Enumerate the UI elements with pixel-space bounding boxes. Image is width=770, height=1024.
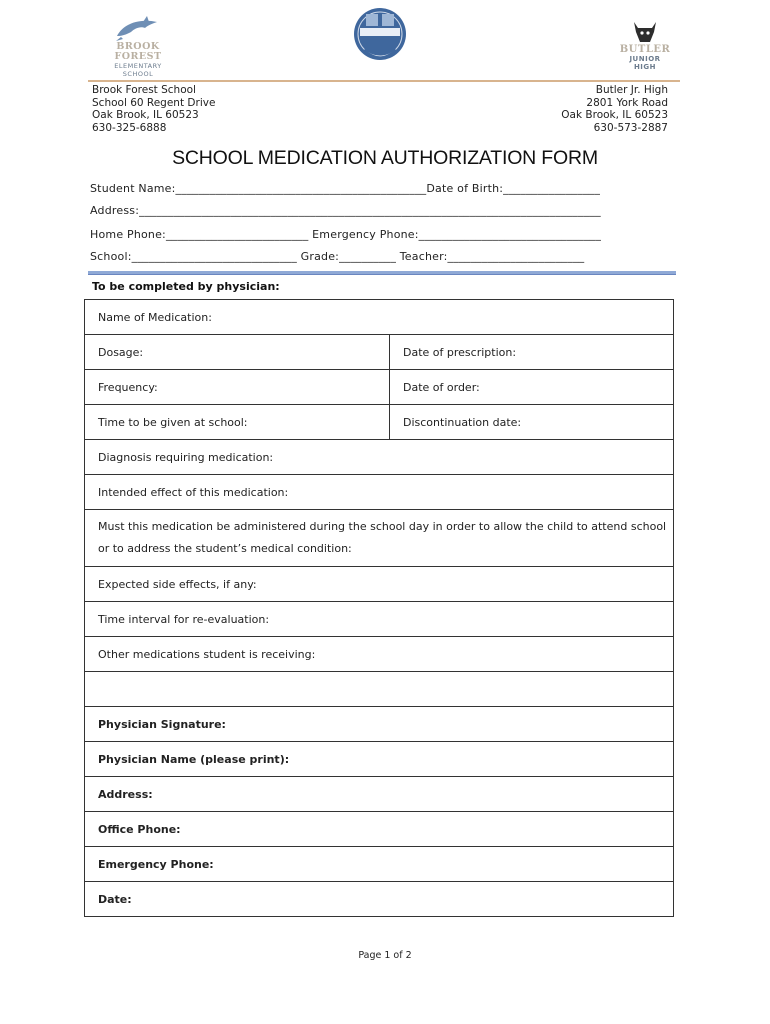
address-line: 630-325-6888 [92, 121, 167, 134]
section-divider [88, 271, 676, 275]
time-given-field[interactable]: Time to be given at school: [85, 405, 390, 440]
brook-forest-logo [92, 16, 184, 76]
school-line[interactable]: School:_____________________________ Grade:__________ Teacher:________________________ [90, 250, 585, 263]
right-logo-line1: BUTLER [619, 44, 671, 55]
frequency-field[interactable]: Frequency: [85, 370, 390, 405]
physician-name-field[interactable]: Physician Name (please print): [85, 742, 674, 777]
address-line: Butler Jr. High [595, 84, 668, 96]
left-logo-line2: ELEMENTARY [114, 62, 162, 70]
header-divider [88, 80, 680, 82]
brook-forest-address [92, 84, 215, 134]
office-phone-field[interactable]: Office Phone: [85, 812, 674, 847]
address-line: Oak Brook, IL 60523 [92, 109, 199, 121]
address-line: Oak Brook, IL 60523 [561, 109, 668, 121]
physician-section-label: To be completed by physician: [92, 280, 280, 293]
emergency-phone-field[interactable]: Emergency Phone: [85, 847, 674, 882]
student-name-line[interactable]: Student Name:____________________________________________Date of Birth:_________________ [90, 182, 601, 195]
address-line-field[interactable]: Address:_________________________________________________________________________________ [90, 204, 601, 217]
intended-effect-field[interactable]: Intended effect of this medication: [85, 475, 674, 510]
reevaluation-field[interactable]: Time interval for re-evaluation: [85, 602, 674, 637]
butler-address [561, 84, 668, 134]
seal-icon [346, 6, 414, 68]
page-number: Page 1 of 2 [358, 950, 412, 961]
left-logo-line1: BROOK FOREST [114, 41, 162, 62]
address-line: Brook Forest School [92, 84, 196, 96]
left-logo-line3: SCHOOL [122, 70, 154, 78]
address-line: School 60 Regent Drive [92, 96, 216, 109]
must-administer-line2: or to address the student’s medical condition: [98, 542, 352, 555]
must-administer-field[interactable] [85, 510, 674, 567]
physician-signature-field[interactable]: Physician Signature: [85, 707, 674, 742]
medication-name-field[interactable]: Name of Medication: [85, 300, 674, 335]
physician-address-field[interactable]: Address: [85, 777, 674, 812]
discontinuation-date-field[interactable]: Discontinuation date: [390, 405, 674, 440]
address-line: 630-573-2887 [593, 121, 668, 134]
right-logo-line3: HIGH [633, 63, 657, 71]
side-effects-field[interactable]: Expected side effects, if any: [85, 567, 674, 602]
diagnosis-field[interactable]: Diagnosis requiring medication: [85, 440, 674, 475]
butler-logo [614, 18, 676, 76]
dolphin-icon [113, 16, 163, 42]
dosage-field[interactable]: Dosage: [85, 335, 390, 370]
must-administer-line1: Must this medication be administered during the school day in order to allow the child to attend school [98, 520, 667, 533]
other-medications-field[interactable]: Other medications student is receiving: [85, 637, 674, 672]
date-field[interactable]: Date: [85, 882, 674, 917]
right-logo-line2: JUNIOR [629, 55, 661, 63]
address-line: 2801 York Road [586, 96, 668, 109]
form-title: SCHOOL MEDICATION AUTHORIZATION FORM [172, 147, 598, 169]
district-seal-logo [346, 6, 414, 66]
prescription-date-field[interactable]: Date of prescription: [390, 335, 674, 370]
phone-line[interactable]: Home Phone:_________________________ Emergency Phone:________________________________ [90, 228, 602, 241]
physician-form-table [84, 299, 674, 917]
blank-row[interactable] [85, 672, 674, 707]
order-date-field[interactable]: Date of order: [390, 370, 674, 405]
mascot-icon [628, 18, 662, 44]
